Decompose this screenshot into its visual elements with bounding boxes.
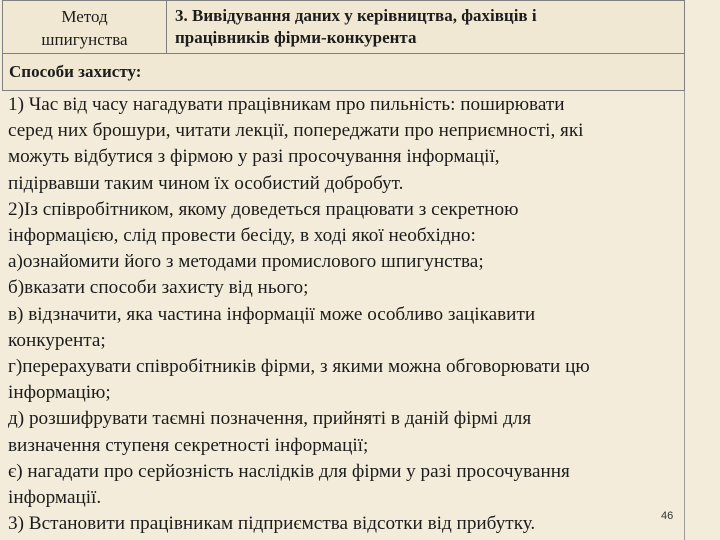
text-line: д) розшифрувати таємні позначення, прийняті в даній фірмі для <box>8 408 532 430</box>
text-line: серед них брошури, читати лекції, попереджати про неприємності, які <box>8 120 584 142</box>
text-line: 1) Час від часу нагадувати працівникам про пильність: поширювати <box>8 94 565 115</box>
text-line: є) нагадати про серйозність наслідків для фірми у разі просочування <box>8 460 570 482</box>
method-title-line1: 3. Вивідування даних у керівництва, фахівців і <box>175 6 537 25</box>
protection-heading: Способи захисту: <box>2 54 685 91</box>
method-label-line1: Метод <box>61 7 108 26</box>
text-line: інформацію; <box>8 382 111 404</box>
text-line: б)вказати способи захисту від нього; <box>8 277 309 299</box>
text-line: 2)Із співробітником, якому доведеться працювати з секретною <box>8 198 519 220</box>
method-cell <box>3 1 167 53</box>
page-number: 46 <box>661 510 674 522</box>
text-line: г)перерахувати співробітників фірми, з якими можна обговорювати цю <box>8 356 590 378</box>
text-line: визначення ступеня секретності інформації; <box>8 434 369 456</box>
text-line: інформації. <box>8 487 102 509</box>
text-line: 3) Встановити працівникам підприємства відсотки від прибутку. <box>8 513 536 535</box>
text-line: а)ознайомити його з методами промислового шпигунства; <box>8 251 484 273</box>
text-line: в) відзначити, яка частина інформації може особливо зацікавити <box>8 303 536 325</box>
method-title-cell <box>167 1 684 53</box>
text-line: підірвавши таким чином їх особистий добробут. <box>8 172 404 194</box>
method-title-line2: працівників фірми-конкурента <box>175 28 417 47</box>
header-table <box>2 0 685 54</box>
text-line: конкурента; <box>8 329 106 351</box>
method-label-line2: шпигунства <box>41 30 128 49</box>
text-line: інформацією, слід провести бесіду, в ході якої необхідно: <box>8 225 476 247</box>
protection-methods-text <box>2 92 685 537</box>
text-line: можуть відбутися з фірмою у разі просочування інформації, <box>8 146 500 168</box>
